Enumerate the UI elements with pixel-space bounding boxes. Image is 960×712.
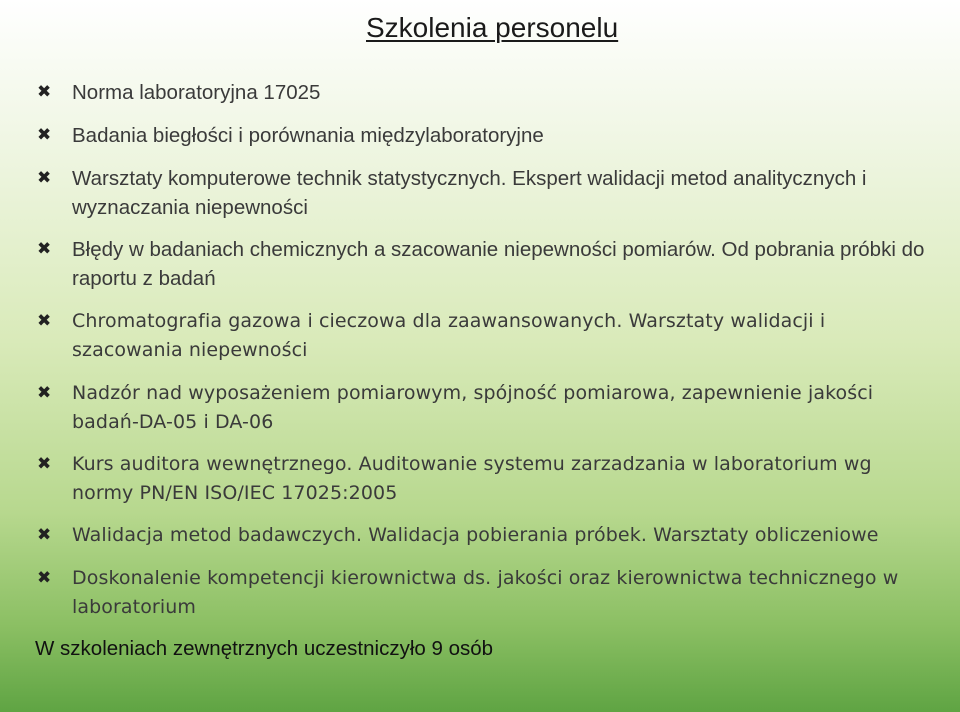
x-mark-icon: ✖ — [37, 454, 52, 474]
list-item-text: Nadzór nad wyposażeniem pomiarowym, spójność pomiarowa, zapewnienie jakości badań-DA-05 i DA-06 — [72, 382, 874, 433]
list-item-text: Chromatografia gazowa i cieczowa dla zaawansowanych. Warsztaty walidacji i szacowania niepewności — [72, 310, 826, 361]
x-mark-icon: ✖ — [37, 311, 52, 331]
x-mark-icon: ✖ — [37, 168, 52, 188]
list-item-text: Walidacja metod badawczych. Walidacja pobierania próbek. Warsztaty obliczeniowe — [72, 524, 879, 546]
list-item-text: Doskonalenie kompetencji kierownictwa ds. jakości oraz kierownictwa technicznego w laboratorium — [72, 567, 899, 618]
x-mark-icon: ✖ — [37, 82, 52, 102]
x-mark-icon: ✖ — [37, 525, 52, 545]
list-item-text: Badania biegłości i porównania międzylaboratoryjne — [72, 124, 544, 147]
x-mark-icon: ✖ — [37, 568, 52, 588]
list-item-text: Warsztaty komputerowe technik statystycznych. Ekspert walidacji metod analitycznych i wyznaczania niepewności — [72, 167, 867, 219]
x-mark-icon: ✖ — [37, 383, 52, 403]
list-item-text: Kurs auditora wewnętrznego. Auditowanie systemu zarzadzania w laboratorium wg normy PN/EN ISO/IEC 17025:2005 — [72, 453, 872, 504]
x-mark-icon: ✖ — [37, 125, 52, 145]
summary-text: W szkoleniach zewnętrznych uczestniczyło 9 osób — [35, 637, 494, 660]
list-item-text: Norma laboratoryjna 17025 — [72, 81, 321, 104]
page-title: Szkolenia personelu — [366, 12, 619, 43]
list-item-text: Błędy w badaniach chemicznych a szacowanie niepewności pomiarów. Od pobrania próbki do raportu z badań — [72, 238, 925, 290]
x-mark-icon: ✖ — [37, 239, 52, 259]
